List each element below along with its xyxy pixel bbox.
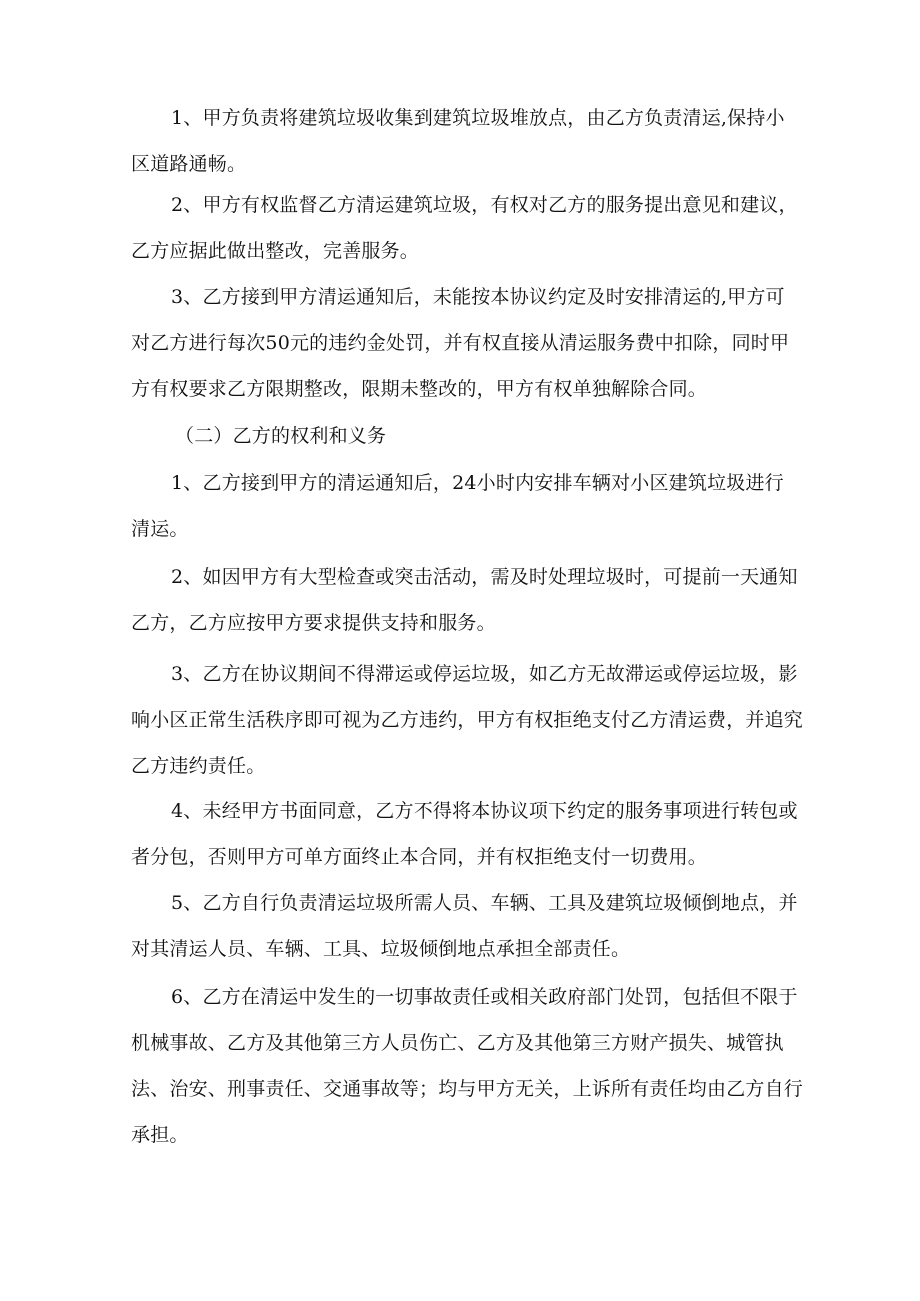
paragraph-b4: 4、未经甲方书面同意，乙方不得将本协议项下约定的服务事项进行转包或者分包，否则甲方可单方面终止本合同，并有权拒绝支付一切费用。 (131, 800, 798, 868)
paragraph-a2: 2、甲方有权监督乙方清运建筑垃圾，有权对乙方的服务提出意见和建议，乙方应据此做出整改，完善服务。 (131, 194, 798, 262)
section-heading-party-b-rights: （二）乙方的权利和义务 (175, 425, 387, 447)
paragraph-b6: 6、乙方在清运中发生的一切事故责任或相关政府部门处罚，包括但不限于机械事故、乙方及其他第三方人员伤亡、乙方及其他第三方财产损失、城管执法、治安、刑事责任、交通事故等；均与甲方无关，上诉所有责任均由乙方自行承担。 (131, 986, 804, 1146)
paragraph-b2: 2、如因甲方有大型检查或突击活动，需及时处理垃圾时，可提前一天通知乙方，乙方应按甲方要求提供支持和服务。 (131, 566, 798, 634)
paragraph-b1: 1、乙方接到甲方的清运通知后，24小时内安排车辆对小区建筑垃圾进行清运。 (131, 472, 784, 540)
paragraph-b5: 5、乙方自行负责清运垃圾所需人员、车辆、工具及建筑垃圾倾倒地点，并对其清运人员、车辆、工具、垃圾倾倒地点承担全部责任。 (131, 892, 798, 960)
paragraph-a3: 3、乙方接到甲方清运通知后，未能按本协议约定及时安排清运的,甲方可对乙方进行每次50元的违约金处罚，并有权直接从清运服务费中扣除，同时甲方有权要求乙方限期整改，限期未整改的，甲方有权单独解除合同。 (131, 286, 790, 400)
paragraph-a1: 1、甲方负责将建筑垃圾收集到建筑垃圾堆放点，由乙方负责清运,保持小区道路通畅。 (131, 107, 785, 175)
paragraph-b3: 3、乙方在协议期间不得滞运或停运垃圾，如乙方无故滞运或停运垃圾，影响小区正常生活秩序即可视为乙方违约，甲方有权拒绝支付乙方清运费，并追究乙方违约责任。 (131, 663, 804, 777)
